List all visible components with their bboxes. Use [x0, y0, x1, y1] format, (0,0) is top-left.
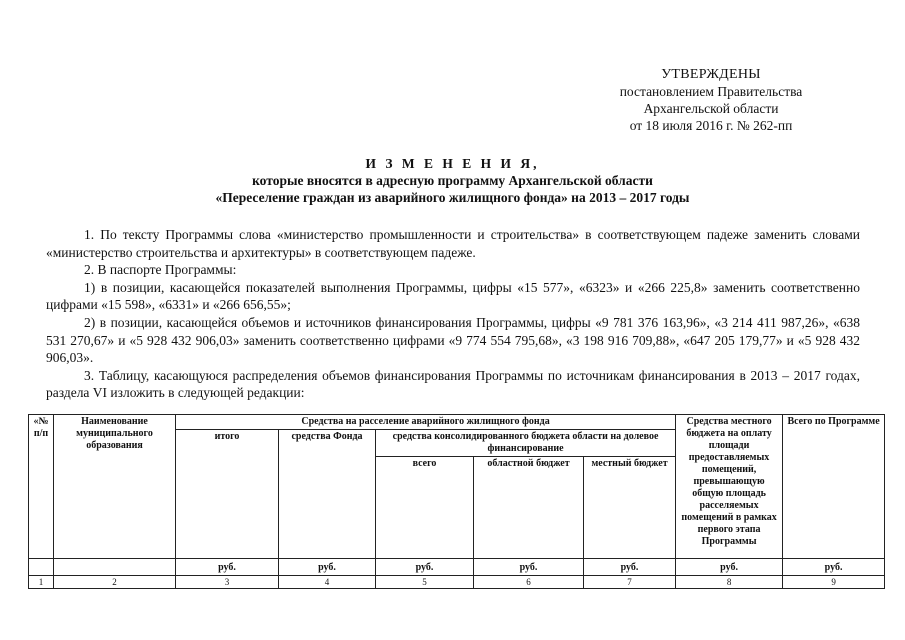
header-all: всего — [376, 457, 474, 559]
paragraph-1: 1. По тексту Программы слова «министерство промышленности и строительства» в соответствующем падеже заменить словами «министерство строительства и архитектуры» в соответствующем падеже. — [46, 227, 860, 260]
column-number: 8 — [676, 576, 783, 589]
paragraph-5: 3. Таблицу, касающуюся распределения объемов финансирования Программы по источникам финансирования в 2013 – 2017 годах, раздела VI изложить в следующей редакции: — [46, 367, 860, 401]
unit-cell: руб. — [176, 559, 279, 576]
unit-cell — [29, 559, 54, 576]
column-number: 7 — [584, 576, 676, 589]
column-number: 4 — [279, 576, 376, 589]
unit-cell: руб. — [676, 559, 783, 576]
approval-line-2: Архангельской области — [643, 101, 779, 116]
unit-cell: руб. — [279, 559, 376, 576]
document-body — [46, 226, 860, 402]
header-total: итого — [176, 430, 279, 559]
paragraph-4: 2) в позиции, касающейся объемов и источников финансирования Программы, цифры «9 781 376 163,96», «3 214 411 987,26», «638 531 270,67» и «5 928 432 906,03» заменить соответственно цифрами «9 774 554 795,68», «3 198 916 709,88», «647 205 179,77» и «5 928 432 906,03». — [46, 314, 860, 366]
unit-cell: руб. — [783, 559, 885, 576]
document-heading — [0, 155, 905, 206]
header-fund: средства Фонда — [279, 430, 376, 559]
approval-line-3: от 18 июля 2016 г. № 262-пп — [629, 118, 793, 133]
column-number: 6 — [474, 576, 584, 589]
column-number: 3 — [176, 576, 279, 589]
column-number: 5 — [376, 576, 474, 589]
unit-cell: руб. — [584, 559, 676, 576]
unit-cell: руб. — [376, 559, 474, 576]
header-regional: областной бюджет — [474, 457, 584, 559]
paragraph-2: 2. В паспорте Программы: — [84, 262, 237, 278]
financing-table — [28, 414, 885, 589]
column-number: 9 — [783, 576, 885, 589]
header-program-total: Всего по Программе — [783, 415, 885, 559]
approval-line-1: постановлением Правительства — [619, 84, 803, 99]
approval-title: УТВЕРЖДЕНЫ — [661, 67, 761, 82]
paragraph-3: 1) в позиции, касающейся показателей выполнения Программы, цифры «15 577», «6323» и «266 225,8» заменить соответственно цифрами «15 598», «6331» и «266 656,55»; — [46, 279, 860, 313]
header-local-area: Средства местного бюджета на оплату площади предоставляемых помещений, превышающую общую площадь расселяемых помещений в рамках первого этапа Программы — [676, 415, 783, 559]
document-subtitle-1: которые вносятся в адресную программу Архангельской области — [252, 173, 653, 188]
approval-block — [581, 66, 841, 134]
unit-cell: руб. — [474, 559, 584, 576]
column-number: 2 — [54, 576, 176, 589]
header-municipality: Наименование муниципального образования — [54, 415, 176, 559]
unit-cell — [54, 559, 176, 576]
header-consolidated: средства консолидированного бюджета области на долевое финансирование — [376, 430, 676, 457]
document-title: И З М Е Н Е Н И Я, — [365, 156, 540, 171]
header-local: местный бюджет — [584, 457, 676, 559]
header-num: «№ п/п — [29, 415, 54, 559]
column-number: 1 — [29, 576, 54, 589]
header-resettlement-funds: Средства на расселение аварийного жилищного фонда — [176, 415, 676, 430]
document-subtitle-2: «Переселение граждан из аварийного жилищного фонда» на 2013 – 2017 годы — [215, 190, 690, 205]
